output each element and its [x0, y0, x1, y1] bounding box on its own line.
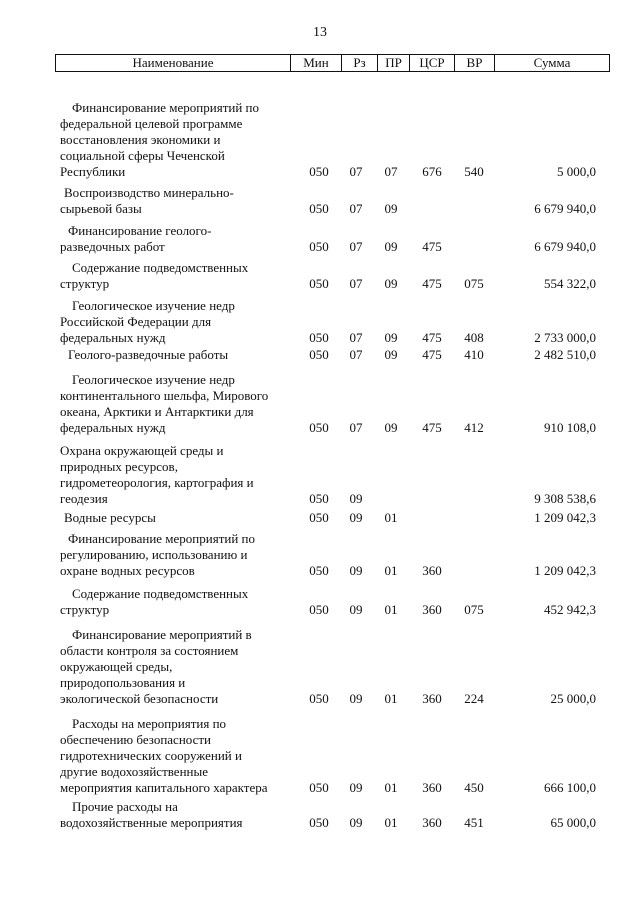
cell-vr: 412 [464, 420, 484, 435]
cell-rz: 09 [349, 510, 363, 525]
cell-vr: 408 [464, 330, 484, 345]
cell-min: 050 [309, 239, 329, 254]
row-name-line: Финансирование геолого- [68, 223, 212, 238]
cell-csr: 360 [422, 780, 442, 795]
cell-min: 050 [309, 602, 329, 617]
cell-min: 050 [309, 420, 329, 435]
row-name [60, 223, 292, 255]
header-name: Наименование [132, 55, 214, 70]
cell-csr: 360 [422, 563, 442, 578]
row-name-line: структур [60, 276, 110, 291]
cell-pr: 01 [384, 563, 398, 578]
row-name-line: разведочных работ [60, 239, 165, 254]
table-row [0, 185, 640, 217]
cell-vr: 451 [464, 815, 484, 830]
row-name-line: мероприятия капитального характера [60, 780, 268, 795]
cell-csr: 360 [422, 815, 442, 830]
row-name-line: Финансирование мероприятий по [68, 531, 256, 546]
table-row [0, 799, 640, 831]
row-name-line: Республики [60, 164, 126, 179]
cell-sum: 666 100,0 [544, 780, 596, 795]
page-number: 13 [313, 25, 327, 40]
row-name-line: Содержание подведомственных [72, 260, 249, 275]
cell-min: 050 [309, 347, 329, 362]
table-row [0, 586, 640, 618]
cell-vr: 075 [464, 276, 484, 291]
cell-min: 050 [309, 780, 329, 795]
row-name-line: федеральных нужд [60, 330, 166, 345]
cell-min: 050 [309, 164, 329, 179]
cell-vr: 224 [464, 691, 484, 706]
cell-min: 050 [309, 491, 329, 506]
cell-csr: 676 [422, 164, 442, 179]
cell-sum: 1 209 042,3 [534, 510, 596, 525]
cell-sum: 6 679 940,0 [534, 239, 596, 254]
table-row [0, 100, 640, 180]
row-name-line: Геологическое изучение недр [72, 298, 235, 313]
row-name [60, 586, 292, 618]
cell-rz: 07 [349, 420, 363, 435]
cell-csr: 475 [422, 330, 442, 345]
row-name-line: Воспроизводство минерально- [64, 185, 234, 200]
cell-min: 050 [309, 815, 329, 830]
cell-pr: 07 [384, 164, 398, 179]
row-name-line: Охрана окружающей среды и [60, 443, 224, 458]
cell-pr: 09 [384, 420, 398, 435]
table-row [0, 627, 640, 707]
row-name-line: Геолого-разведочные работы [68, 347, 229, 362]
header-pr: ПР [377, 55, 409, 71]
cell-sum: 910 108,0 [544, 420, 596, 435]
cell-pr: 01 [384, 815, 398, 830]
cell-rz: 09 [349, 815, 363, 830]
cell-rz: 07 [349, 164, 363, 179]
cell-min: 050 [309, 510, 329, 525]
row-name-line: океана, Арктики и Антарктики для [60, 404, 254, 419]
cell-min: 050 [309, 276, 329, 291]
cell-sum: 2 733 000,0 [534, 330, 596, 345]
header-vr: ВР [454, 55, 494, 71]
row-name-line: области контроля за состоянием [60, 643, 239, 658]
cell-csr: 475 [422, 239, 442, 254]
row-name-line: экологической безопасности [60, 691, 219, 706]
header-sum: Сумма [494, 55, 609, 71]
row-name-line: сырьевой базы [60, 201, 142, 216]
cell-csr: 360 [422, 602, 442, 617]
cell-vr: 410 [464, 347, 484, 362]
row-name-line: Финансирование мероприятий в [72, 627, 252, 642]
cell-pr: 09 [384, 276, 398, 291]
row-name [60, 298, 292, 346]
row-name-line: Содержание подведомственных [72, 586, 249, 601]
cell-rz: 09 [349, 691, 363, 706]
row-name-line: другие водохозяйственные [60, 764, 208, 779]
cell-rz: 09 [349, 780, 363, 795]
row-name [60, 372, 292, 436]
cell-sum: 1 209 042,3 [534, 563, 596, 578]
row-name [60, 799, 292, 831]
row-name [60, 185, 292, 217]
cell-csr: 475 [422, 347, 442, 362]
cell-min: 050 [309, 563, 329, 578]
row-name [60, 100, 292, 180]
row-name [60, 716, 292, 796]
cell-pr: 09 [384, 347, 398, 362]
table-row [0, 716, 640, 796]
cell-vr: 450 [464, 780, 484, 795]
row-name [60, 627, 292, 707]
table-row [0, 260, 640, 292]
cell-rz: 09 [349, 602, 363, 617]
row-name-line: регулированию, использованию и [60, 547, 248, 562]
row-name-line: континентального шельфа, Мирового [60, 388, 269, 403]
cell-pr: 09 [384, 201, 398, 216]
cell-min: 050 [309, 691, 329, 706]
table-row [0, 223, 640, 255]
cell-rz: 07 [349, 201, 363, 216]
row-name [60, 443, 292, 507]
cell-sum: 554 322,0 [544, 276, 596, 291]
cell-rz: 07 [349, 347, 363, 362]
cell-pr: 01 [384, 780, 398, 795]
row-name-line: Российской Федерации для [60, 314, 212, 329]
cell-rz: 07 [349, 330, 363, 345]
cell-rz: 07 [349, 239, 363, 254]
row-name-line: федеральной целевой программе [60, 116, 243, 131]
cell-rz: 07 [349, 276, 363, 291]
row-name-line: природных ресурсов, [60, 459, 178, 474]
cell-rz: 09 [349, 491, 363, 506]
cell-sum: 5 000,0 [557, 164, 596, 179]
cell-csr: 475 [422, 420, 442, 435]
row-name-line: структур [60, 602, 110, 617]
row-name [60, 510, 292, 526]
row-name-line: федеральных нужд [60, 420, 166, 435]
row-name-line: социальной сферы Чеченской [60, 148, 225, 163]
row-name [60, 347, 292, 363]
row-name-line: Водные ресурсы [64, 510, 156, 525]
table-row [0, 531, 640, 579]
cell-min: 050 [309, 201, 329, 216]
cell-sum: 25 000,0 [550, 691, 596, 706]
cell-sum: 2 482 510,0 [534, 347, 596, 362]
row-name-line: водохозяйственные мероприятия [60, 815, 243, 830]
cell-rz: 09 [349, 563, 363, 578]
cell-sum: 9 308 538,6 [534, 491, 596, 506]
cell-pr: 09 [384, 330, 398, 345]
row-name-line: охране водных ресурсов [60, 563, 195, 578]
cell-sum: 6 679 940,0 [534, 201, 596, 216]
row-name-line: Финансирование мероприятий по [72, 100, 260, 115]
cell-csr: 475 [422, 276, 442, 291]
header-csr: ЦСР [409, 55, 454, 71]
cell-pr: 01 [384, 691, 398, 706]
row-name-line: природопользования и [60, 675, 186, 690]
row-name-line: обеспечению безопасности [60, 732, 212, 747]
row-name-line: восстановления экономики и [60, 132, 221, 147]
row-name-line: гидротехнических сооружений и [60, 748, 242, 763]
table-row [0, 298, 640, 346]
cell-csr: 360 [422, 691, 442, 706]
row-name [60, 531, 292, 579]
row-name-line: Прочие расходы на [72, 799, 178, 814]
table-row [0, 347, 640, 363]
cell-sum: 452 942,3 [544, 602, 596, 617]
table-row [0, 443, 640, 507]
row-name-line: Геологическое изучение недр [72, 372, 235, 387]
header-min: Мин [290, 55, 341, 71]
row-name-line: окружающей среды, [60, 659, 173, 674]
header-rz: Рз [341, 55, 377, 71]
cell-vr: 075 [464, 602, 484, 617]
cell-min: 050 [309, 330, 329, 345]
table-row [0, 372, 640, 436]
cell-pr: 01 [384, 602, 398, 617]
row-name-line: Расходы на мероприятия по [72, 716, 227, 731]
row-name [60, 260, 292, 292]
cell-sum: 65 000,0 [550, 815, 596, 830]
row-name-line: гидрометеорология, картография и [60, 475, 254, 490]
table-row [0, 510, 640, 526]
cell-vr: 540 [464, 164, 484, 179]
row-name-line: геодезия [60, 491, 108, 506]
cell-pr: 01 [384, 510, 398, 525]
cell-pr: 09 [384, 239, 398, 254]
